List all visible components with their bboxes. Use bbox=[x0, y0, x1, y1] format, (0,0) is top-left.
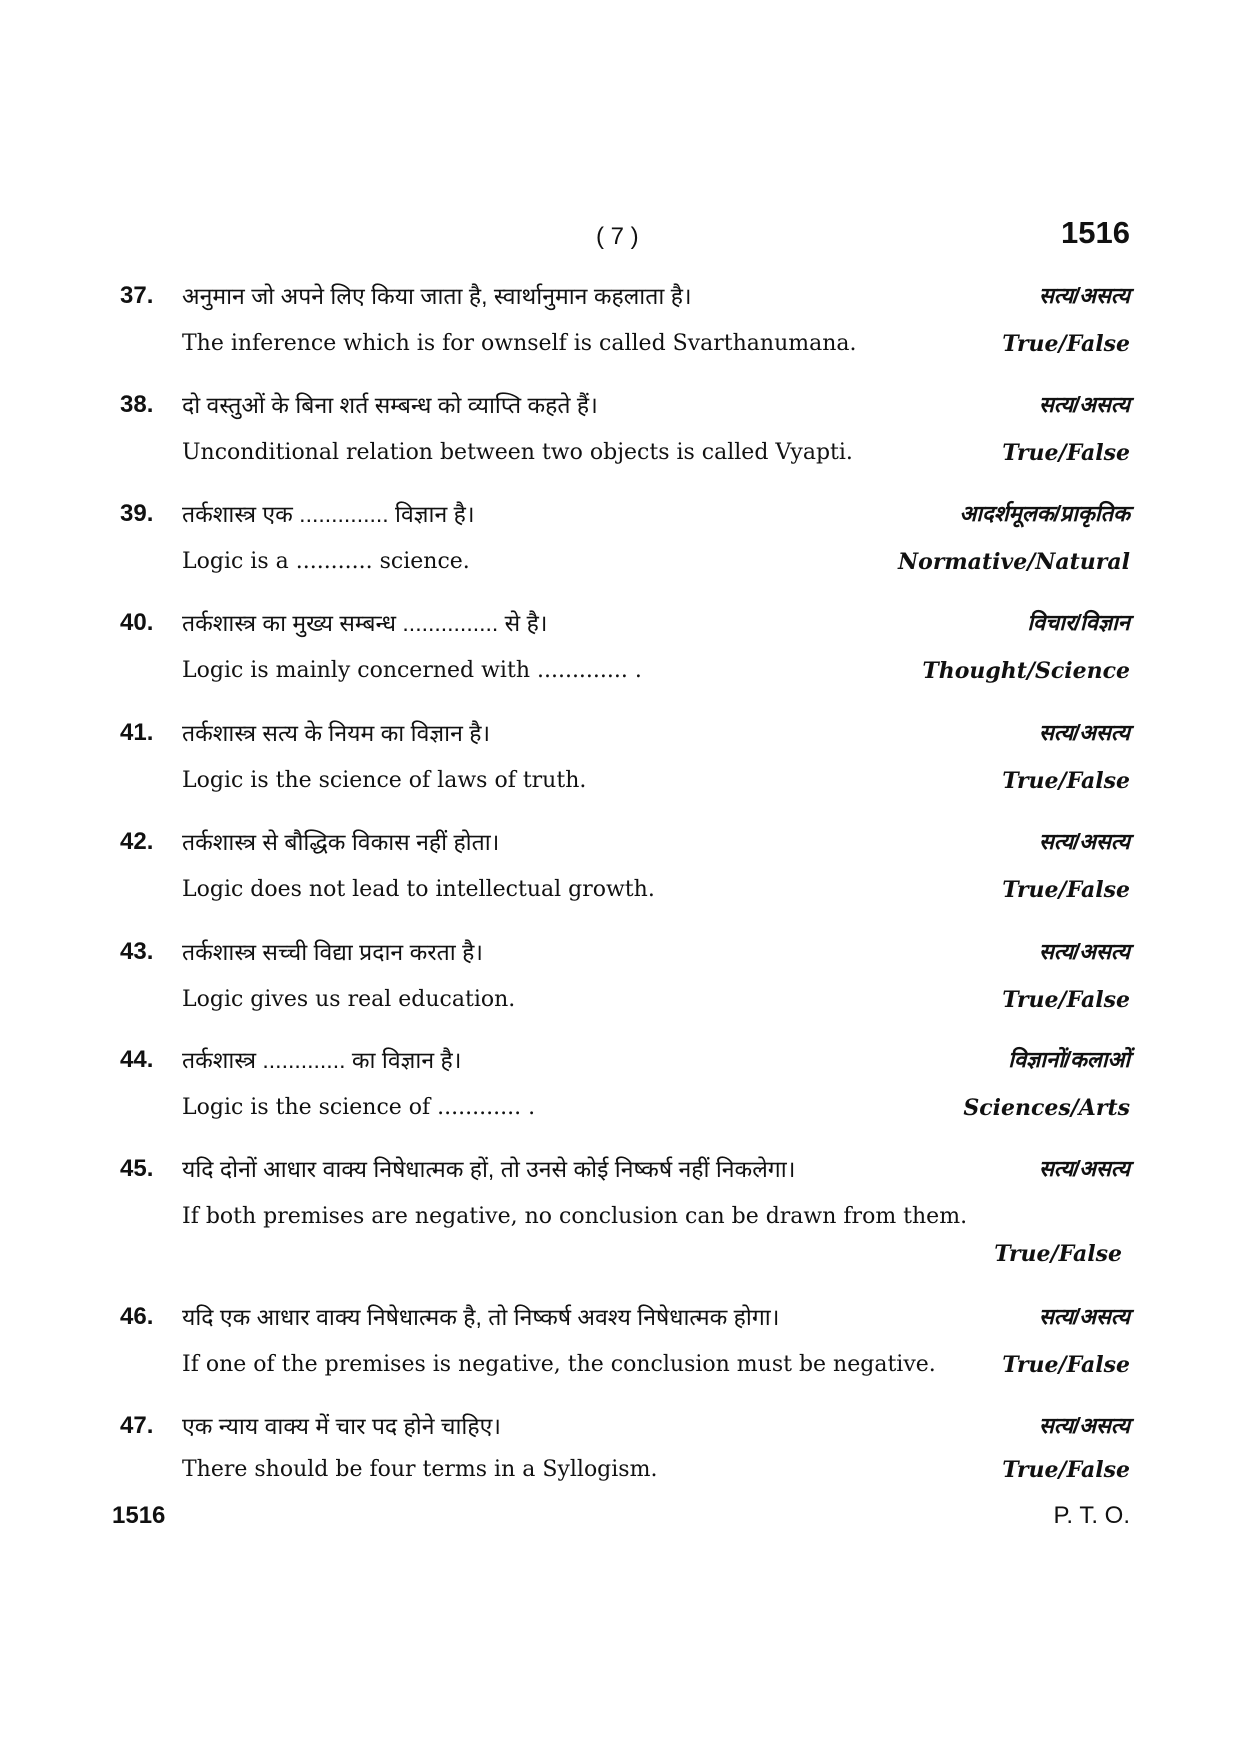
question-text-english: Logic does not lead to intellectual growth. bbox=[182, 877, 655, 902]
options-hindi: सत्य/असत्य bbox=[1039, 1413, 1130, 1438]
options-hindi: सत्य/असत्य bbox=[1039, 392, 1130, 417]
question-text-hindi: यदि दोनों आधार वाक्य निषेधात्मक हों, तो उनसे कोई निष्कर्ष नहीं निकलेगा। bbox=[182, 1156, 796, 1182]
question-text-hindi: यदि एक आधार वाक्य निषेधात्मक है, तो निष्कर्ष अवश्य निषेधात्मक होगा। bbox=[182, 1304, 780, 1330]
paper-code-footer: 1516 bbox=[112, 1502, 166, 1529]
question-number: 42. bbox=[120, 828, 154, 855]
question-number: 40. bbox=[120, 609, 154, 636]
question-text-english: If one of the premises is negative, the conclusion must be negative. bbox=[182, 1352, 936, 1377]
question-text-hindi: तर्कशास्त्र सच्ची विद्या प्रदान करता है। bbox=[182, 939, 484, 965]
options-english: Thought/Science bbox=[922, 658, 1130, 684]
options-english: Sciences/Arts bbox=[963, 1095, 1130, 1121]
options-hindi: सत्य/असत्य bbox=[1039, 939, 1130, 964]
question-number: 43. bbox=[120, 938, 154, 965]
question-text-english: Logic gives us real education. bbox=[182, 987, 516, 1012]
options-hindi: आदर्शमूलक/प्राकृतिक bbox=[959, 501, 1130, 526]
options-hindi: विज्ञानों/कलाओं bbox=[1008, 1047, 1130, 1072]
options-hindi: सत्य/असत्य bbox=[1039, 829, 1130, 854]
question-text-english: Unconditional relation between two objects is called Vyapti. bbox=[182, 440, 853, 465]
options-english: True/False bbox=[1002, 331, 1130, 357]
options-hindi: सत्य/असत्य bbox=[1039, 1156, 1130, 1181]
pto-label: P. T. O. bbox=[1053, 1502, 1130, 1529]
question-text-hindi: एक न्याय वाक्य में चार पद होने चाहिए। bbox=[182, 1413, 502, 1439]
question-text-english: Logic is mainly concerned with ............. . bbox=[182, 658, 642, 683]
options-english: Normative/Natural bbox=[898, 549, 1130, 575]
options-hindi: सत्य/असत्य bbox=[1039, 1304, 1130, 1329]
question-number: 46. bbox=[120, 1303, 154, 1330]
paper-code-header: 1516 bbox=[1061, 215, 1130, 250]
question-number: 37. bbox=[120, 282, 154, 309]
question-text-hindi: तर्कशास्त्र का मुख्य सम्बन्ध ............... से है। bbox=[182, 610, 548, 636]
question-text-hindi: तर्कशास्त्र से बौद्धिक विकास नहीं होता। bbox=[182, 829, 500, 855]
page-number: ( 7 ) bbox=[596, 223, 639, 250]
question-number: 45. bbox=[120, 1155, 154, 1182]
question-text-hindi: दो वस्तुओं के बिना शर्त सम्बन्ध को व्याप्ति कहते हैं। bbox=[182, 392, 598, 418]
question-text-hindi: तर्कशास्त्र एक .............. विज्ञान है। bbox=[182, 501, 475, 527]
options-english: True/False bbox=[1002, 1457, 1130, 1483]
question-text-english: There should be four terms in a Syllogism. bbox=[182, 1457, 658, 1482]
question-number: 41. bbox=[120, 719, 154, 746]
options-english: True/False bbox=[994, 1241, 1122, 1267]
options-english: True/False bbox=[1002, 877, 1130, 903]
question-text-hindi: तर्कशास्त्र ............. का विज्ञान है। bbox=[182, 1047, 462, 1073]
question-number: 44. bbox=[120, 1046, 154, 1073]
question-text-english: The inference which is for ownself is called Svarthanumana. bbox=[182, 331, 857, 356]
options-english: True/False bbox=[1002, 768, 1130, 794]
options-hindi: सत्य/असत्य bbox=[1039, 283, 1130, 308]
question-text-hindi: तर्कशास्त्र सत्य के नियम का विज्ञान है। bbox=[182, 720, 491, 746]
question-number: 38. bbox=[120, 391, 154, 418]
question-text-english: Logic is the science of ............ . bbox=[182, 1095, 536, 1120]
question-text-english: If both premises are negative, no conclusion can be drawn from them. bbox=[182, 1204, 968, 1229]
options-english: True/False bbox=[1002, 987, 1130, 1013]
question-number: 47. bbox=[120, 1412, 154, 1439]
question-text-hindi: अनुमान जो अपने लिए किया जाता है, स्वार्थानुमान कहलाता है। bbox=[182, 283, 692, 309]
options-english: True/False bbox=[1002, 1352, 1130, 1378]
options-hindi: विचार/विज्ञान bbox=[1027, 610, 1130, 635]
question-text-english: Logic is the science of laws of truth. bbox=[182, 768, 587, 793]
question-number: 39. bbox=[120, 500, 154, 527]
options-english: True/False bbox=[1002, 440, 1130, 466]
options-hindi: सत्य/असत्य bbox=[1039, 720, 1130, 745]
question-text-english: Logic is a ........... science. bbox=[182, 549, 470, 574]
